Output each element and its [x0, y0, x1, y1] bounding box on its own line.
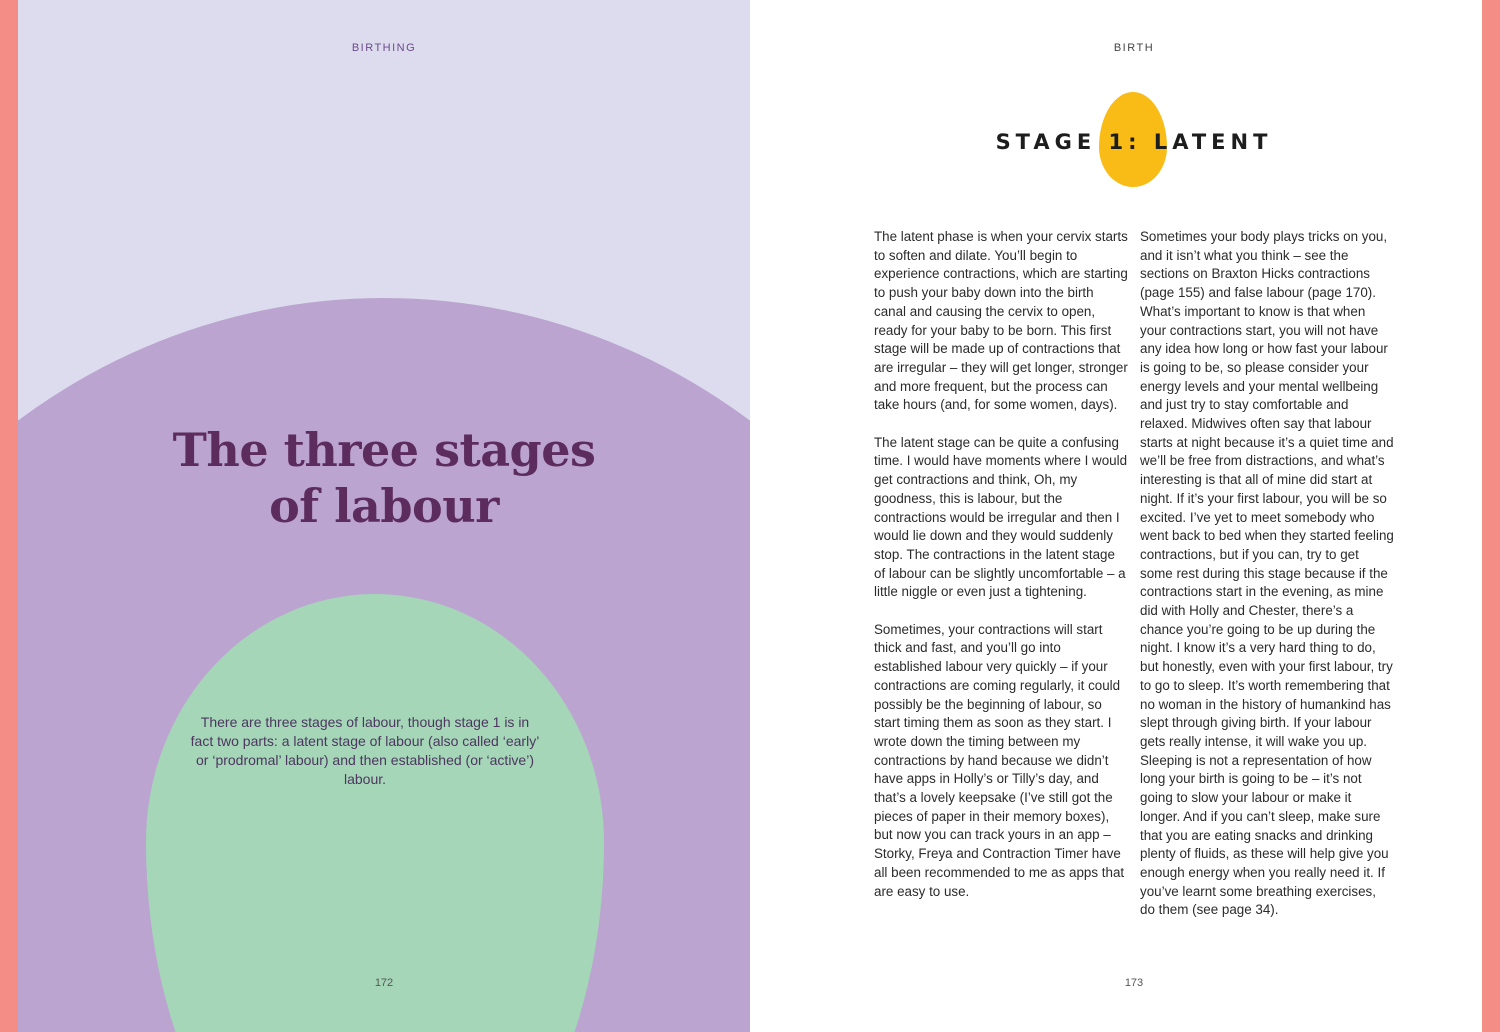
- left-page: [18, 0, 750, 1032]
- text-column-1: [874, 228, 1128, 920]
- page-number-right: 173: [1124, 977, 1144, 989]
- page-number-left: 172: [374, 977, 394, 989]
- text-column-2: [1140, 228, 1394, 939]
- intro-paragraph: There are three stages of labour, though stage 1 is in fact two parts: a latent stage of labour (also called ‘early’ or ‘prodromal’ labour) and then established (or ‘active’) labour.: [190, 714, 540, 787]
- chapter-title-line-2: of labour: [269, 479, 499, 533]
- chapter-title: [18, 422, 750, 534]
- running-head-left: BIRTHING: [351, 42, 417, 54]
- paragraph: The latent stage can be quite a confusing time. I would have moments where I would get contractions and think, Oh, my goodness, this is labour, but the contractions would be irregular and then I would lie down and they would suddenly stop. The contractions in the latent stage of labour can be slightly uncomfortable – a little niggle or even just a tightening.: [874, 434, 1128, 600]
- paragraph: Sometimes, your contractions will start thick and fast, and you’ll go into established labour very quickly – if your contractions are coming regularly, it could possibly be the beginning of labour, so start timing them as soon as they start. I wrote down the timing between my contractions by hand because we didn’t have apps in Holly’s or Tilly’s day, and that’s a lovely keepsake (I’ve still got the pieces of paper in their memory boxes), but now you can track yours in an app – Storky, Freya and Contraction Timer have all been recommended to me as apps that are easy to use.: [874, 621, 1125, 899]
- running-head-right: BIRTH: [1113, 42, 1155, 54]
- right-page: [750, 0, 1482, 1032]
- paragraph: The latent phase is when your cervix starts to soften and dilate. You’ll begin to experience contractions, which are starting to push your baby down into the birth canal and causing the cervix to open, ready for your baby to be born. This first stage will be made up of contractions that are irregular – they will get longer, stronger and more frequent, but the process can take hours (and, for some women, days).: [874, 229, 1128, 413]
- section-heading: STAGE 1: LATENT: [995, 130, 1273, 154]
- paragraph: Sometimes your body plays tricks on you, and it isn’t what you think – see the sections on Braxton Hicks contractions (page 155) and false labour (page 170). What’s important to know is that when your contractions start, you will not have any idea how long or how fast your labour is going to be, so please consider your energy levels and your mental wellbeing and just try to stay comfortable and relaxed. Midwives often say that labour starts at night because it’s a quiet time and we’ll be free from distractions, and what’s interesting is that all of mine did start at night. If it’s your first labour, you will be so excited. I’ve yet to meet somebody who went back to bed when they started feeling contractions, but if you can, try to get some rest during this stage because if the contractions start in the evening, as mine did with Holly and Chester, there’s a chance you’re going to be up during the night. I know it’s a very hard thing to do, but honestly, even with your first labour, try to go to sleep. It’s worth remembering that no woman in the history of humankind has slept through giving birth. If your labour gets really intense, it will wake you up. Sleeping is not a representation of how long your birth is going to be – it’s not going to slow your labour or make it longer. And if you can’t sleep, make sure that you are eating snacks and drinking plenty of fluids, as these will help give you enough energy when you really need it. If you’ve learnt some breathing exercises, do them (see page 34).: [1140, 229, 1394, 918]
- chapter-title-line-1: The three stages: [172, 423, 596, 477]
